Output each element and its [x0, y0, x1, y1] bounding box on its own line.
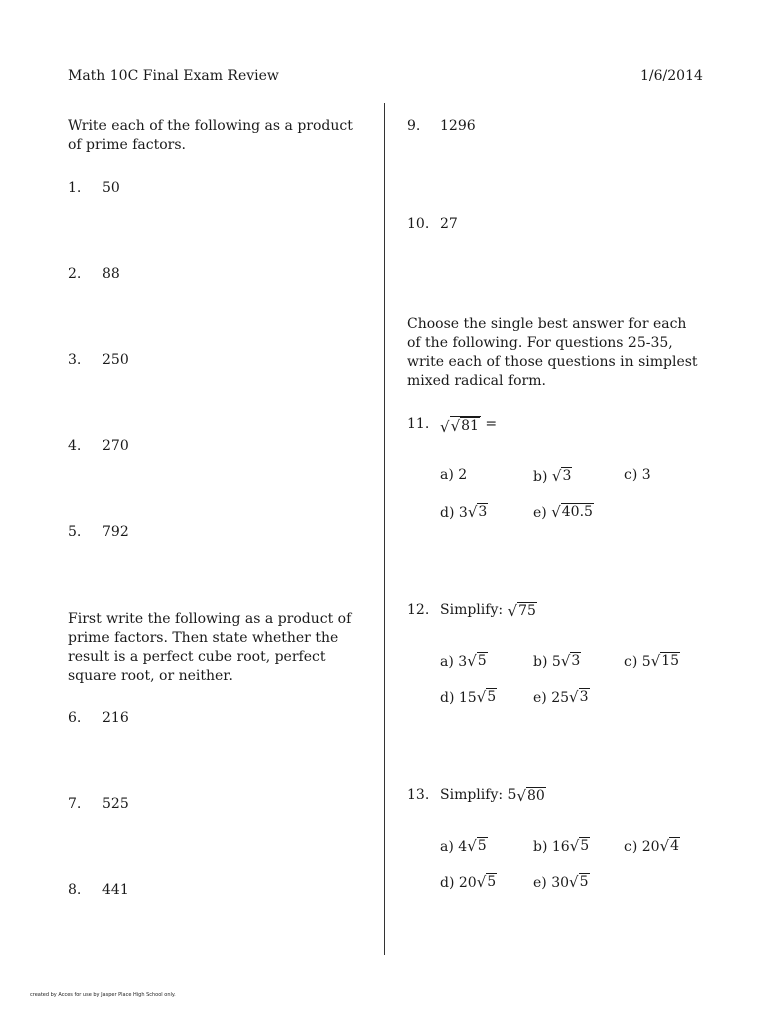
coefficient: 4 — [458, 839, 468, 856]
choice-13b[interactable]: b) 16 √ 5 — [533, 837, 590, 856]
question-value: 88 — [102, 266, 120, 282]
document-date: 1/6/2014 — [640, 68, 703, 84]
question-value: 50 — [102, 180, 120, 196]
question-2 — [68, 266, 120, 282]
choice-label: a) — [440, 839, 454, 856]
choice-13e[interactable]: e) 30 √ 5 — [533, 873, 589, 892]
question-number: 9. — [407, 118, 421, 134]
column-divider — [384, 103, 385, 955]
question-11 — [407, 416, 497, 435]
choice-11e[interactable]: e) √ 40.5 — [533, 503, 593, 522]
question-6 — [68, 710, 129, 726]
choice-label: c) — [624, 467, 638, 483]
question-number: 6. — [68, 710, 82, 726]
choice-11d[interactable]: d) 3 √ 3 — [440, 503, 488, 522]
coefficient: 25 — [551, 690, 570, 707]
question-9 — [407, 118, 476, 134]
choice-label: e) — [533, 690, 547, 707]
coefficient: 3 — [458, 505, 468, 522]
choice-12c[interactable]: c) 5 √ 15 — [624, 652, 680, 671]
question-4 — [68, 438, 129, 454]
question-number: 4. — [68, 438, 82, 454]
radicand: 5 — [580, 838, 590, 854]
coefficient: 5 — [551, 654, 561, 671]
question-3 — [68, 352, 129, 368]
radicand: 4 — [670, 838, 680, 854]
choice-label: d) — [440, 875, 455, 892]
nested-radical: √ √ 81 — [440, 417, 479, 437]
choice-label: e) — [533, 505, 547, 522]
radicand: 5 — [487, 874, 497, 890]
radicand: 15 — [661, 653, 680, 669]
choice-12d[interactable]: d) 15 √ 5 — [440, 688, 497, 707]
question-value: 1296 — [440, 118, 476, 134]
choice-13d[interactable]: d) 20 √ 5 — [440, 873, 497, 892]
radicand: 3 — [571, 653, 581, 669]
choice-13c[interactable]: c) 20 √ 4 — [624, 837, 680, 856]
coefficient: 5 — [507, 787, 517, 803]
question-10 — [407, 216, 458, 232]
radicand: 81 — [461, 418, 479, 434]
coefficient: 20 — [458, 875, 477, 892]
coefficient: 16 — [551, 839, 570, 856]
coefficient: 30 — [551, 875, 570, 892]
question-prompt: Simplify: — [440, 787, 504, 803]
choice-12a[interactable]: a) 3 √ 5 — [440, 652, 487, 671]
coefficient: 3 — [458, 654, 468, 671]
question-number: 13. — [407, 787, 430, 803]
instruction-prime-factors: Write each of the following as a product of prime factors. — [68, 118, 353, 153]
question-value: 27 — [440, 216, 458, 232]
question-number: 5. — [68, 524, 82, 540]
coefficient: 15 — [458, 690, 477, 707]
choice-value: 2 — [458, 467, 468, 483]
choice-label: c) — [624, 839, 638, 856]
choice-label: b) — [533, 654, 548, 671]
radicand: 5 — [487, 689, 497, 705]
question-number: 12. — [407, 602, 430, 618]
question-value: 525 — [102, 796, 129, 812]
radicand: 5 — [579, 874, 589, 890]
choice-label: a) — [440, 654, 454, 671]
instruction-multiple-choice: Choose the single best answer for each of the following. For questions 25-35, write each of those questions in simplest mixed radical form. — [407, 316, 698, 389]
question-5 — [68, 524, 129, 540]
footer-credit: created by Acces for use by Jasper Place High School only. — [30, 992, 176, 998]
coefficient: 5 — [641, 654, 651, 671]
choice-11b[interactable]: b) √ 3 — [533, 467, 572, 486]
question-number: 8. — [68, 882, 82, 898]
question-8 — [68, 882, 129, 898]
question-number: 10. — [407, 216, 430, 232]
choice-11a[interactable] — [440, 467, 467, 483]
question-value: 792 — [102, 524, 129, 540]
choice-11c[interactable] — [624, 467, 651, 483]
radicand: 40.5 — [561, 504, 593, 520]
question-12: 12. Simplify: √ 75 — [407, 602, 536, 621]
question-number: 11. — [407, 416, 430, 432]
radicand: 5 — [477, 838, 487, 854]
question-value: 270 — [102, 438, 129, 454]
question-7 — [68, 796, 129, 812]
choice-value: 3 — [641, 467, 651, 483]
choice-label: d) — [440, 690, 455, 707]
choice-12b[interactable]: b) 5 √ 3 — [533, 652, 581, 671]
question-number: 1. — [68, 180, 82, 196]
question-value: 250 — [102, 352, 129, 368]
question-1 — [68, 180, 120, 196]
choice-12e[interactable]: e) 25 √ 3 — [533, 688, 589, 707]
choice-label: a) — [440, 467, 454, 483]
choice-label: b) — [533, 839, 548, 856]
choice-label: e) — [533, 875, 547, 892]
choice-label: b) — [533, 469, 548, 486]
choice-label: d) — [440, 505, 455, 522]
radicand: 3 — [478, 504, 488, 520]
radicand: 3 — [562, 468, 572, 484]
question-number: 3. — [68, 352, 82, 368]
instruction-perfect-roots: First write the following as a product of prime factors. Then state whether the result is a perfect cube root, perfect square root, or neither. — [68, 611, 352, 684]
radicand: 80 — [527, 788, 545, 804]
question-value: 441 — [102, 882, 129, 898]
question-number: 7. — [68, 796, 82, 812]
question-number: 2. — [68, 266, 82, 282]
radicand: 3 — [579, 689, 589, 705]
question-prompt: Simplify: — [440, 602, 504, 618]
document-title: Math 10C Final Exam Review — [68, 68, 279, 84]
question-13: 13. Simplify: 5 √ 80 — [407, 787, 545, 806]
radicand: 5 — [477, 653, 487, 669]
question-value: 216 — [102, 710, 129, 726]
choice-13a[interactable]: a) 4 √ 5 — [440, 837, 487, 856]
equals-sign: = — [480, 416, 498, 432]
coefficient: 20 — [641, 839, 660, 856]
radicand: 75 — [518, 603, 536, 619]
choice-label: c) — [624, 654, 638, 671]
